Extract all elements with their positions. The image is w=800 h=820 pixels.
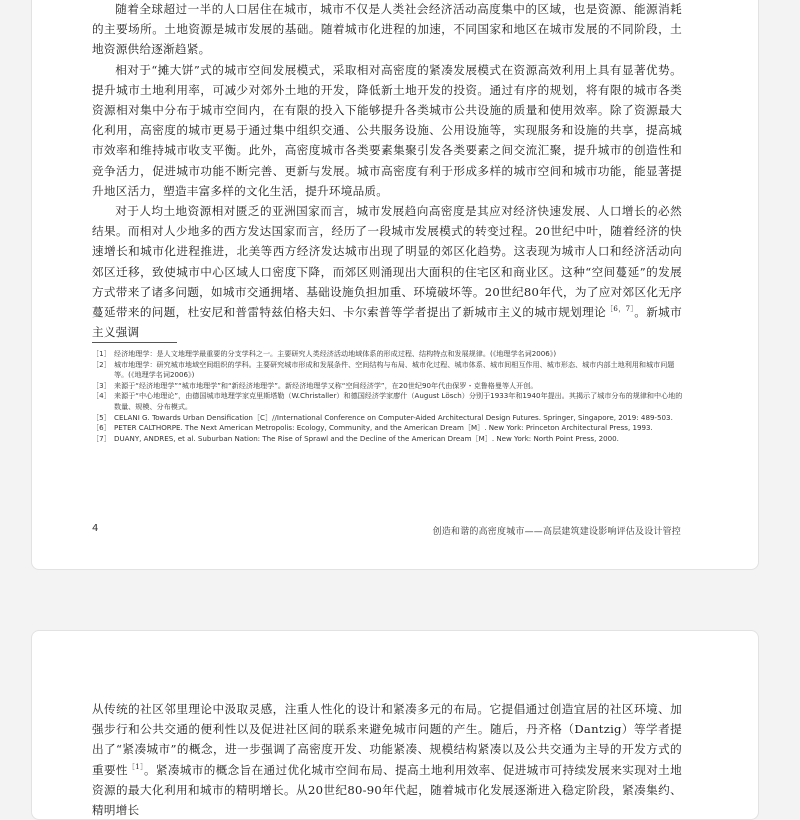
paragraph-continued	[92, 699, 682, 820]
footnote-text: DUANY, ANDRES, et al. Suburban Nation: The Rise of Sprawl and the Decline of the American Dream［M］. New York: North Point Press, 2000.	[114, 433, 619, 443]
footnote-text: 来源于“经济地理学”“城市地理学”和“新经济地理学”。新经济地理学又称“空间经济学”，在20世纪90年代由保罗・克鲁格曼等人开创。	[114, 380, 538, 390]
body-text	[92, 0, 682, 342]
book-page-4	[31, 0, 759, 570]
body-text	[92, 699, 682, 820]
paragraph-1: 随着全球超过一半的人口居住在城市，城市不仅是人类社会经济活动高度集中的区域，也是资源、能源消耗的主要场所。土地资源是城市发展的基础。随着城市化进程的加速，不同国家和地区在城市发展的不同阶段，土地资源供给逐渐趋紧。	[92, 2, 682, 57]
footnote-number: ［7］	[92, 433, 111, 443]
footnote-number: ［6］	[92, 423, 111, 433]
paragraph-text-tail: 。紧凑城市的概念旨在通过优化城市空间布局、提高土地利用效率、促进城市可持续发展来实现对土地资源的最大化利用和城市的精明增长。从20世纪80-90年代起，随着城市化发展逐渐进入稳定阶段，紧凑集约、精明增长	[92, 762, 682, 818]
running-head: 创造和谐的高密度城市——高层建筑建设影响评估及设计管控	[432, 527, 681, 537]
footnotes	[92, 349, 684, 444]
footnote-divider	[92, 342, 177, 343]
footnote-text: 城市地理学：研究城市地域空间组织的学科。主要研究城市形成和发展条件、空间结构与布局、城市化过程、城市体系、城市间相互作用、城市形态、城市内部土地利用和城市问题等。(《地理学名词2006》)	[114, 359, 675, 380]
footnote	[92, 434, 684, 445]
footnote-text: 来源于“中心地理论”，由德国城市地理学家克里斯塔勒（W.Christaller）和德国经济学家廖什（August Lösch）分别于1933年和1940年提出。其揭示了城市分布的规律和中心地的数量、规模、分布模式。	[114, 391, 683, 411]
paragraph-3-tail: 。新城市主义强调	[92, 305, 682, 340]
footnote-number: ［1］	[92, 349, 111, 358]
footnote-number: ［4］	[92, 391, 111, 401]
paragraph-2: 相对于“摊大饼”式的城市空间发展模式，采取相对高密度的紧凑发展模式在资源高效利用上具有显著优势。提升城市土地利用率，可减少对郊外土地的开发，降低新土地开发的投资。通过有序的规划，将有限的城市各类资源相对集中分布于城市空间内，在有限的投入下能够提升各类城市公共设施的质量和使用效率。除了资源最大化利用，高密度的城市更易于通过集中组织交通、公共服务设施、公用设施等，实现服务和设施的共享，提高城市效率和维持城市收支平衡。此外，高密度城市各类要素集聚引发各类要素之间交流汇聚，提升城市的创造性和竞争活力，促进城市功能不断完善、更新与发展。城市高密度有利于形成多样的城市空间和城市功能，能显著提升地区活力，塑造丰富多样的文化生活，提升环境品质。	[92, 62, 682, 198]
footnote	[92, 413, 684, 424]
paragraph-3	[92, 201, 682, 342]
footnote-number: ［5］	[92, 412, 111, 422]
citation-superscript: ［1］	[127, 762, 144, 771]
citation-superscript: ［6，7］	[606, 305, 635, 314]
footnote	[92, 381, 684, 392]
book-page-5	[31, 630, 759, 820]
footnote	[92, 391, 684, 412]
footnote-text: CELANI G. Towards Urban Densification［C］//International Conference on Computer-Aided Architectural Design Futures. Springer, Singapore, 2019: 489-503.	[114, 412, 673, 422]
paragraph-3-text: 对于人均土地资源相对匮乏的亚洲国家而言，城市发展趋向高密度是其应对经济快速发展、人口增长的必然结果。而相对人少地多的西方发达国家而言，经历了一段城市发展模式的转变过程。20世纪中叶，随着经济的快速增长和城市化进程推进，北美等西方经济发达城市出现了明显的郊区化趋势。这表现为城市人口和经济活动向郊区迁移，致使城市中心区域人口密度下降，而郊区则涌现出大面积的住宅区和商业区。这种“空间蔓延”的发展方式带来了诸多问题，如城市交通拥堵、基础设施负担加重、环境破坏等。20世纪80年代，为了应对郊区化无序蔓延带来的问题，杜安尼和普雷特兹伯格夫妇、卡尔索普等学者提出了新城市主义的城市规划理论	[92, 204, 682, 320]
footnote	[92, 423, 684, 434]
paragraph-text: 从传统的社区邻里理论中汲取灵感，注重人性化的设计和紧凑多元的布局。它提倡通过创造宜居的社区环境、加强步行和公共交通的便利性以及促进社区间的联系来避免城市问题的产生。随后，丹齐格（Dantzig）等学者提出了“紧凑城市”的概念，进一步强调了高密度开发、功能紧凑、规模结构紧凑以及公共交通为主导的开发方式的重要性	[92, 702, 682, 777]
page-number: 4	[92, 523, 99, 534]
footnote	[92, 360, 684, 381]
footnote	[92, 349, 684, 360]
footnote-number: ［3］	[92, 380, 111, 390]
footnote-text: PETER CALTHORPE. The Next American Metropolis: Ecology, Community, and the American Dream［M］. New York: Princeton Architectural Press, 1993.	[114, 423, 653, 433]
footnote-number: ［2］	[92, 359, 111, 369]
footnote-text: 经济地理学：是人文地理学最重要的分支学科之一。主要研究人类经济活动地域体系的形成过程、结构特点和发展规律。(《地理学名词2006》)	[114, 349, 557, 358]
